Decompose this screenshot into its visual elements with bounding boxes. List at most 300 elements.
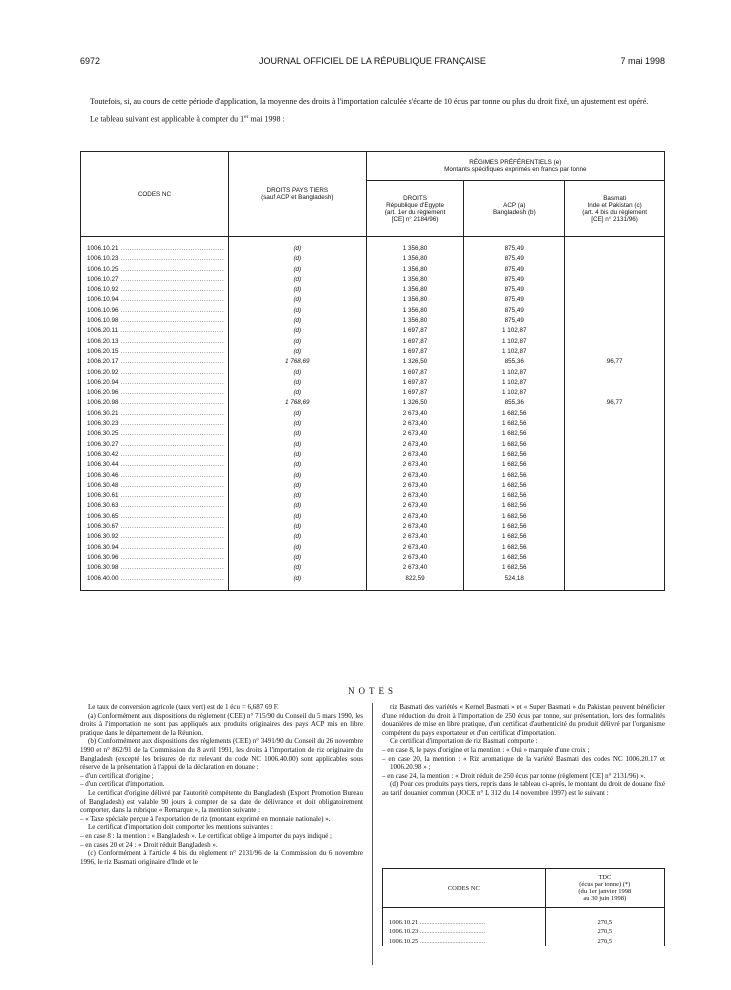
note-paragraph: – en cases 20 et 24 : « Droit réduit Bangladesh ». (80, 840, 218, 849)
code-nc-value: 1006.30.96 (87, 553, 119, 561)
table-row (81, 501, 665, 511)
droits-pays-tiers-cell: 1 768,69 (228, 357, 366, 367)
droits-pays-tiers-cell: (d) (228, 388, 366, 398)
dot-leader: .............................................. (118, 430, 225, 438)
acp-bangladesh-cell: 875,49 (464, 275, 565, 285)
basmati-cell (565, 368, 665, 378)
acp-bangladesh-cell: 875,49 (464, 244, 565, 254)
egypte-cell: 2 673,40 (366, 522, 464, 532)
droits-pays-tiers-cell: (d) (228, 429, 366, 439)
basmati-cell (565, 337, 665, 347)
note-paragraph: – « Taxe spéciale perçue à l'exportation de riz (montant exprimé en monnaie nationale) ». (80, 814, 331, 823)
egypte-cell: 2 673,40 (366, 501, 464, 511)
code-nc-value: 1006.10.96 (87, 306, 119, 314)
droits-pays-tiers-cell: (d) (228, 543, 366, 553)
droits-pays-tiers-cell: (d) (228, 563, 366, 573)
droits-pays-tiers-cell: (d) (228, 378, 366, 388)
dot-leader: .............................................. (118, 533, 225, 541)
acp-bangladesh-cell: 1 682,56 (464, 429, 565, 439)
acp-bangladesh-cell: 1 102,87 (464, 326, 565, 336)
header-egypte-label: DROITS République d'Egypte (art. 1er du règlement [CE] n° 2184/96) (384, 194, 446, 223)
basmati-cell: 96,77 (565, 398, 665, 408)
dot-leader: .............................................. (118, 543, 225, 551)
code-nc-cell (81, 491, 229, 501)
dot-leader: .............................................. (118, 296, 225, 304)
code-nc-value: 1006.10.25 (87, 265, 119, 273)
basmati-cell (565, 450, 665, 460)
code-nc-cell (81, 481, 229, 491)
egypte-cell: 2 673,40 (366, 471, 464, 481)
code-nc-value: 1006.30.48 (87, 481, 119, 489)
acp-bangladesh-cell: 875,49 (464, 285, 565, 295)
acp-bangladesh-cell: 1 102,87 (464, 368, 565, 378)
droits-pays-tiers-cell: (d) (228, 481, 366, 491)
tdc-row (383, 937, 665, 947)
code-nc-cell (81, 512, 229, 522)
droits-pays-tiers-cell: (d) (228, 553, 366, 563)
basmati-cell (565, 553, 665, 563)
code-nc-value: 1006.20.17 (87, 358, 119, 366)
dot-leader: .............................................. (118, 306, 225, 314)
code-nc-cell (81, 553, 229, 563)
egypte-cell: 1 356,80 (366, 254, 464, 264)
table-row (81, 326, 665, 336)
table-row (81, 347, 665, 357)
code-nc-cell (81, 388, 229, 398)
egypte-cell: 1 697,87 (366, 326, 464, 336)
header-basmati-label: Basmati Inde et Pakistan (c) (art. 4 bis du règlement [CE] n° 2131/96) (582, 194, 647, 223)
basmati-cell (565, 254, 665, 264)
droits-pays-tiers-cell: 1 768,69 (228, 398, 366, 408)
basmati-cell (565, 471, 665, 481)
code-nc-cell (81, 326, 229, 336)
dot-leader: .............................................. (118, 481, 225, 489)
code-nc-value: 1006.20.94 (87, 378, 119, 386)
code-nc-cell (81, 306, 229, 316)
table-row (81, 337, 665, 347)
intro-applicability: Le tableau suivant est applicable à compter du 1er mai 1998 : (90, 113, 285, 124)
header-droits-pays-tiers (228, 152, 366, 237)
basmati-cell (565, 326, 665, 336)
note-paragraph: Le certificat d'origine délivré par l'autorité compétente du Bangladesh (Export Promotion Bureau of Bangladesh) est valable 90 jours à compter de sa date de délivrance et doit obligatoirement comporter, dans la rubrique « Remarque », la mention suivante : (80, 788, 363, 815)
acp-bangladesh-cell: 1 102,87 (464, 347, 565, 357)
basmati-cell (565, 295, 665, 305)
dot-leader: .............................................. (118, 461, 225, 469)
tdc-code-value: 1006.10.21 (389, 918, 419, 926)
dot-leader: .............................................. (118, 255, 225, 263)
egypte-cell: 2 673,40 (366, 450, 464, 460)
import-duties-rows (81, 237, 665, 591)
acp-bangladesh-cell: 1 682,56 (464, 512, 565, 522)
dot-leader: .............................................. (118, 378, 225, 386)
acp-bangladesh-cell: 524,18 (464, 574, 565, 584)
tdc-code-cell (383, 937, 546, 947)
header-acp-bangladesh (464, 181, 565, 237)
dot-leader: .............................................. (118, 347, 225, 355)
code-nc-value: 1006.30.92 (87, 533, 119, 541)
droits-pays-tiers-cell: (d) (228, 532, 366, 542)
code-nc-cell (81, 532, 229, 542)
dot-leader: .............................................. (118, 275, 225, 283)
code-nc-cell (81, 254, 229, 264)
code-nc-value: 1006.30.63 (87, 502, 119, 510)
basmati-cell (565, 491, 665, 501)
droits-pays-tiers-cell: (d) (228, 347, 366, 357)
code-nc-cell (81, 316, 229, 326)
egypte-cell: 1 356,80 (366, 285, 464, 295)
table-row (81, 574, 665, 584)
page-header (80, 56, 665, 70)
egypte-cell: 2 673,40 (366, 481, 464, 491)
egypte-cell: 1 326,50 (366, 398, 464, 408)
droits-pays-tiers-cell: (d) (228, 326, 366, 336)
code-nc-cell (81, 419, 229, 429)
egypte-cell: 2 673,40 (366, 491, 464, 501)
acp-bangladesh-cell: 1 682,56 (464, 491, 565, 501)
table-row (81, 285, 665, 295)
egypte-cell: 1 697,87 (366, 347, 464, 357)
egypte-cell: 2 673,40 (366, 409, 464, 419)
table-row (81, 254, 665, 264)
code-nc-value: 1006.10.98 (87, 317, 119, 325)
droits-pays-tiers-cell: (d) (228, 316, 366, 326)
tdc-code-value: 1006.10.25 (389, 937, 419, 945)
note-paragraph: – en case 8 : la mention : « Bangladesh ». Le certificat oblige à importer du pays indiqué ; (80, 831, 332, 840)
acp-bangladesh-cell: 1 682,56 (464, 522, 565, 532)
code-nc-cell (81, 460, 229, 470)
basmati-cell (565, 275, 665, 285)
dot-leader: .............................................. (118, 502, 225, 510)
code-nc-value: 1006.20.98 (87, 399, 119, 407)
dot-leader: .............................................. (118, 286, 225, 294)
table-row (81, 512, 665, 522)
dot-leader: .............................................. (118, 358, 225, 366)
acp-bangladesh-cell: 1 682,56 (464, 532, 565, 542)
note-paragraph: (b) Conformément aux dispositions des règlements (CEE) n° 3491/90 du Conseil du 26 novembre 1990 et n° 862/91 de la Commission du 8 avril 1991, les droits à l'importation de riz originaire du Bangladesh (excepté les brisures de riz relevant du code NC 1006.40.00) sont applicables sous réserve de la présentation à l'appui de la déclaration en douane : (80, 737, 363, 772)
dot-leader: .............................................. (118, 368, 225, 376)
basmati-cell (565, 574, 665, 584)
droits-pays-tiers-cell: (d) (228, 368, 366, 378)
code-nc-cell (81, 563, 229, 573)
table-row (81, 244, 665, 254)
egypte-cell: 2 673,40 (366, 553, 464, 563)
droits-pays-tiers-cell: (d) (228, 471, 366, 481)
table-row (81, 306, 665, 316)
table-row (81, 275, 665, 285)
column-separator (372, 703, 373, 965)
code-nc-value: 1006.10.21 (87, 245, 119, 252)
header-droits-pays-tiers-label: DROITS PAYS TIERS (sauf ACP et Bangladesh) (261, 187, 334, 201)
dot-leader: .............................................. (118, 317, 225, 325)
code-nc-value: 1006.10.94 (87, 296, 119, 304)
dot-leader: .............................................. (118, 327, 224, 335)
code-nc-value: 1006.30.23 (87, 420, 119, 428)
table-row (81, 368, 665, 378)
dot-leader: .............................................. (118, 409, 225, 417)
note-paragraph: Le certificat d'importation doit comporter les mentions suivantes : (88, 823, 273, 832)
dot-leader: .............................................. (118, 265, 225, 273)
issue-date: 7 mai 1998 (620, 56, 665, 66)
notes-title: NOTES (348, 686, 397, 696)
table-row (81, 481, 665, 491)
note-paragraph: – en case 20, la mention : « Riz aromatique de la variété Basmati des codes NC 1006.20.17 et 1006.20.98 » ; (382, 754, 665, 772)
acp-bangladesh-cell: 1 682,56 (464, 440, 565, 450)
dot-leader: ........................................ (418, 918, 485, 926)
acp-bangladesh-cell: 1 682,56 (464, 563, 565, 573)
code-nc-value: 1006.20.96 (87, 389, 119, 397)
dot-leader: .............................................. (118, 337, 225, 345)
acp-bangladesh-cell: 1 682,56 (464, 471, 565, 481)
dot-leader: .............................................. (118, 450, 225, 458)
egypte-cell: 1 697,87 (366, 368, 464, 378)
code-nc-cell (81, 337, 229, 347)
tdc-header-tdc-label: TDC (écus par tonne) (*) (du 1er janvier 1998 au 30 juin 1998) (578, 874, 632, 902)
header-regimes-preferentiels-label: RÉGIMES PRÉFÉRENTIELS (e) Montants spécifiques exprimés en francs par tonne (444, 159, 587, 173)
droits-pays-tiers-cell: (d) (228, 285, 366, 295)
egypte-cell: 2 673,40 (366, 429, 464, 439)
acp-bangladesh-cell: 875,49 (464, 316, 565, 326)
tdc-code-cell (383, 927, 546, 937)
code-nc-cell (81, 357, 229, 367)
table-row (81, 532, 665, 542)
egypte-cell: 2 673,40 (366, 440, 464, 450)
tdc-header-codes-nc: CODES NC (383, 869, 546, 908)
code-nc-value: 1006.30.25 (87, 430, 119, 438)
egypte-cell: 2 673,40 (366, 532, 464, 542)
droits-pays-tiers-cell: (d) (228, 419, 366, 429)
table-row (81, 388, 665, 398)
egypte-cell: 2 673,40 (366, 419, 464, 429)
code-nc-cell (81, 440, 229, 450)
note-paragraph: – en case 24, la mention : « Droit réduit de 250 écus par tonne (règlement [CE] n° 2131/96) ». (382, 771, 646, 780)
table-row (81, 378, 665, 388)
basmati-cell (565, 429, 665, 439)
droits-pays-tiers-cell: (d) (228, 512, 366, 522)
egypte-cell: 1 326,50 (366, 357, 464, 367)
acp-bangladesh-cell: 1 682,56 (464, 553, 565, 563)
table-row (81, 409, 665, 419)
egypte-cell: 2 673,40 (366, 543, 464, 553)
acp-bangladesh-cell: 1 682,56 (464, 460, 565, 470)
acp-bangladesh-cell: 855,36 (464, 357, 565, 367)
basmati-cell (565, 316, 665, 326)
acp-bangladesh-cell: 1 682,56 (464, 419, 565, 429)
table-row (81, 419, 665, 429)
code-nc-cell (81, 285, 229, 295)
code-nc-value: 1006.20.13 (87, 337, 119, 345)
basmati-cell (565, 347, 665, 357)
code-nc-cell (81, 429, 229, 439)
dot-leader: .............................................. (118, 389, 225, 397)
droits-pays-tiers-cell: (d) (228, 491, 366, 501)
code-nc-cell (81, 450, 229, 460)
note-paragraph: – d'un certificat d'importation. (80, 780, 165, 789)
basmati-cell: 96,77 (565, 357, 665, 367)
table-row (81, 460, 665, 470)
acp-bangladesh-cell: 1 682,56 (464, 501, 565, 511)
code-nc-value: 1006.30.61 (87, 492, 119, 500)
code-nc-value: 1006.30.94 (87, 543, 119, 551)
journal-title: JOURNAL OFFICIEL DE LA RÉPUBLIQUE FRANÇAISE (259, 56, 486, 66)
acp-bangladesh-cell: 1 682,56 (464, 450, 565, 460)
dot-leader: .............................................. (118, 512, 225, 520)
table-row (81, 491, 665, 501)
droits-pays-tiers-cell: (d) (228, 265, 366, 275)
header-basmati (565, 181, 665, 237)
dot-leader: .............................................. (118, 399, 225, 407)
droits-pays-tiers-cell: (d) (228, 337, 366, 347)
egypte-cell: 1 356,80 (366, 316, 464, 326)
basmati-cell (565, 409, 665, 419)
acp-bangladesh-cell: 875,49 (464, 295, 565, 305)
droits-pays-tiers-cell: (d) (228, 295, 366, 305)
table-row (81, 563, 665, 573)
code-nc-value: 1006.30.42 (87, 450, 119, 458)
code-nc-cell (81, 295, 229, 305)
egypte-cell: 2 673,40 (366, 563, 464, 573)
acp-bangladesh-cell: 875,49 (464, 254, 565, 264)
note-paragraph: riz Basmati des variétés « Kernel Basmati » et « Super Basmati » du Pakistan peuvent bénéficier d'une réduction du droit à l'importation de 250 écus par tonne, sur présentation, lors des formalités douanières de mise en libre pratique, d'un certificat d'authenticité du produit délivré par l'organisme compétent du pays exportateur et d'un certificat d'importation. (382, 703, 665, 737)
code-nc-value: 1006.30.46 (87, 471, 119, 479)
table-row (81, 543, 665, 553)
acp-bangladesh-cell: 1 682,56 (464, 409, 565, 419)
dot-leader: .............................................. (118, 574, 225, 582)
code-nc-cell (81, 501, 229, 511)
egypte-cell: 2 673,40 (366, 460, 464, 470)
table-row (81, 471, 665, 481)
egypte-cell: 1 356,80 (366, 265, 464, 275)
tdc-value-cell: 270,5 (545, 937, 664, 947)
basmati-cell (565, 388, 665, 398)
basmati-cell (565, 244, 665, 254)
basmati-cell (565, 378, 665, 388)
table-row (81, 398, 665, 408)
tdc-row (383, 927, 665, 937)
droits-pays-tiers-cell: (d) (228, 522, 366, 532)
dot-leader: .............................................. (118, 471, 225, 479)
code-nc-value: 1006.30.44 (87, 461, 119, 469)
table-row (81, 357, 665, 367)
code-nc-cell (81, 543, 229, 553)
basmati-cell (565, 543, 665, 553)
header-regimes-preferentiels (366, 152, 664, 181)
basmati-cell (565, 265, 665, 275)
code-nc-value: 1006.30.98 (87, 564, 119, 572)
code-nc-cell (81, 275, 229, 285)
header-codes-nc: CODES NC (81, 152, 229, 237)
table-row (81, 553, 665, 563)
intro-text (80, 97, 665, 125)
basmati-cell (565, 460, 665, 470)
acp-bangladesh-cell: 855,36 (464, 398, 565, 408)
note-paragraph: – d'un certificat d'origine ; (80, 771, 154, 780)
basmati-cell (565, 481, 665, 491)
dot-leader: .............................................. (118, 523, 225, 531)
acp-bangladesh-cell: 1 102,87 (464, 378, 565, 388)
droits-pays-tiers-cell: (d) (228, 440, 366, 450)
egypte-cell: 1 356,80 (366, 275, 464, 285)
basmati-cell (565, 512, 665, 522)
code-nc-value: 1006.30.65 (87, 512, 119, 520)
tdc-value-cell: 270,5 (545, 927, 664, 937)
droits-pays-tiers-cell: (d) (228, 275, 366, 285)
code-nc-value: 1006.10.92 (87, 286, 119, 294)
acp-bangladesh-cell: 875,49 (464, 306, 565, 316)
egypte-cell: 1 356,80 (366, 244, 464, 254)
code-nc-cell (81, 378, 229, 388)
droits-pays-tiers-cell: (d) (228, 501, 366, 511)
acp-bangladesh-cell: 1 682,56 (464, 543, 565, 553)
code-nc-cell (81, 398, 229, 408)
code-nc-value: 1006.30.67 (87, 523, 119, 531)
tdc-row (383, 918, 665, 928)
acp-bangladesh-cell: 1 102,87 (464, 337, 565, 347)
egypte-cell: 1 697,87 (366, 378, 464, 388)
egypte-cell: 1 697,87 (366, 337, 464, 347)
basmati-cell (565, 306, 665, 316)
code-nc-cell (81, 265, 229, 275)
basmati-cell (565, 440, 665, 450)
droits-pays-tiers-cell: (d) (228, 254, 366, 264)
code-nc-value: 1006.10.27 (87, 275, 119, 283)
table-row (81, 429, 665, 439)
code-nc-cell (81, 368, 229, 378)
tdc-code-cell (383, 918, 546, 928)
basmati-cell (565, 532, 665, 542)
note-paragraph: (d) Pour ces produits pays tiers, repris dans le tableau ci-après, le montant du droit de douane fixé au tarif douanier commun (JOCE n° L 312 du 14 novembre 1997) est le suivant : (382, 780, 665, 797)
acp-bangladesh-cell: 1 682,56 (464, 481, 565, 491)
dot-leader: .............................................. (118, 564, 225, 572)
code-nc-cell (81, 522, 229, 532)
header-egypte (366, 181, 464, 237)
egypte-cell: 1 356,80 (366, 295, 464, 305)
table-row (81, 440, 665, 450)
dot-leader: ........................................ (418, 937, 485, 945)
code-nc-value: 1006.30.21 (87, 409, 119, 417)
dot-leader: .............................................. (118, 553, 225, 561)
note-paragraph: – en case 8, le pays d'origine et la mention : « Oui » marquée d'une croix ; (382, 745, 590, 754)
basmati-cell (565, 501, 665, 511)
code-nc-value: 1006.10.23 (87, 255, 119, 263)
notes-right-column (382, 703, 665, 798)
table-row (81, 522, 665, 532)
acp-bangladesh-cell: 875,49 (464, 265, 565, 275)
code-nc-cell (81, 471, 229, 481)
code-nc-value: 1006.40.00 (87, 574, 119, 582)
dot-leader: .............................................. (118, 440, 225, 448)
droits-pays-tiers-cell: (d) (228, 409, 366, 419)
droits-pays-tiers-cell: (d) (228, 574, 366, 584)
code-nc-cell (81, 347, 229, 357)
code-nc-value: 1006.20.92 (87, 368, 119, 376)
header-acp-bangladesh-label: ACP (a) Bangladesh (b) (492, 201, 536, 216)
tdc-rows (383, 908, 665, 947)
tdc-header-tdc (545, 869, 664, 908)
note-paragraph: (c) Conformément à l'article 4 bis du règlement n° 2131/96 de la Commission du 6 novembre 1996, le riz Basmati originaire d'Inde et le (80, 849, 363, 866)
tdc-table (382, 868, 665, 946)
table-row (81, 316, 665, 326)
basmati-cell (565, 419, 665, 429)
tdc-value-cell: 270,5 (545, 918, 664, 928)
page-number: 6972 (80, 56, 101, 66)
note-paragraph: (a) Conformément aux dispositions du règlement (CEE) n° 715/90 du Conseil du 5 mars 1990, les droits à l'importation ne sont pas appliqués aux produits originaires des pays ACP mis en libre pratique dans le département de la Réunion. (80, 711, 363, 737)
table-row (81, 295, 665, 305)
intro-paragraph: Toutefois, si, au cours de cette période d'application, la moyenne des droits à l'importation calculée s'écarte de 10 écus par tonne ou plus du droit fixé, un ajustement est opéré. (90, 97, 649, 106)
droits-pays-tiers-cell: (d) (228, 450, 366, 460)
code-nc-value: 1006.20.15 (87, 347, 119, 355)
note-paragraph: Ce certificat d'importation de riz Basmati comporte : (390, 737, 538, 746)
basmati-cell (565, 522, 665, 532)
